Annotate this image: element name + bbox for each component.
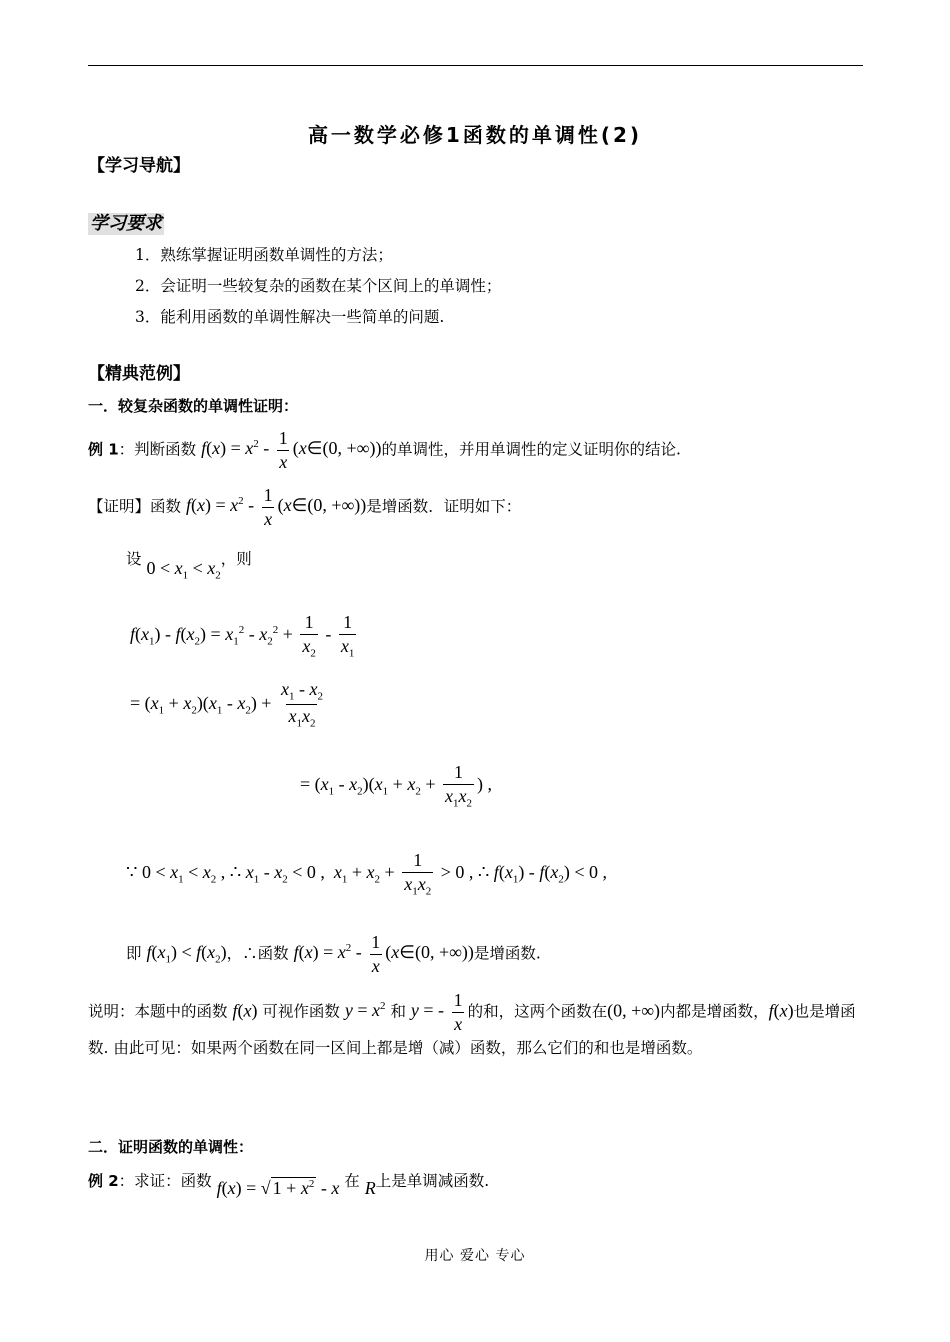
conclusion-suffix: 是增函数. <box>473 944 541 963</box>
example2 <box>88 1170 490 1198</box>
page-footer: 用心 爱心 专心 <box>424 1248 526 1264</box>
example1-formula: $f(x) = x^2$ - $\frac{1}{x}$ (x∈(0, +∞)) <box>201 428 382 472</box>
proof-label: 【证明】 <box>88 497 151 516</box>
conclusion-prefix: 即 <box>126 944 142 963</box>
example2-mid: 在 <box>344 1172 360 1190</box>
header-rule <box>88 65 863 66</box>
then-text: ，则 <box>220 550 252 568</box>
section-examples-heading: 【精典范例】 <box>88 364 190 384</box>
requirements-heading: 学习要求 <box>90 213 162 234</box>
example1 <box>88 428 681 472</box>
note-part-4: 的和，这两个函数在 <box>467 1002 608 1021</box>
example1-suffix: 的单调性，并用单调性的定义证明你的结论. <box>381 440 681 459</box>
note-part-1: 说明：本题中的函数 <box>88 1002 228 1021</box>
example2-prefix: ：求证：函数 <box>118 1172 212 1190</box>
proof-formula: $f(x) = x^2$ - $\frac{1}{x}$ (x∈(0, +∞)) <box>185 485 367 529</box>
requirement-3: 3．能利用函数的单调性解决一些简单的问题. <box>135 308 445 326</box>
set-text: 设 <box>126 550 142 568</box>
conclusion-line: 即 $f(x_1) < f(x_2)$，∴函数 $f(x) = x^2$ - $\frac{1}{x}$ (x∈(0, +∞))是增函数. <box>126 932 541 976</box>
equation-line-1: $f(x_1) - f(x_2) = x_1^2 - x_2^2$ + $\frac{1}{x_2}$ - $\frac{1}{x_1}$ <box>130 612 355 660</box>
note-part-6: 函数， <box>722 1002 769 1021</box>
example2-formula: f(x) = √ $1 + x^2 - x$ <box>216 1178 340 1198</box>
conclusion-therefore: ，∴函数 <box>226 944 289 963</box>
note-part-2: 可视作函数 <box>262 1002 340 1021</box>
reasoning-line: ∵ $0 < x_1 < x_2$ , ∴ $x_1 - x_2 < 0$ , $x_1 + x_2$ + $\frac{1}{x_1x_2}$ > 0 , ∴ $f(x_1) - f(x_2) < 0$ , <box>126 850 607 898</box>
part1-heading: 一．较复杂函数的单调性证明： <box>88 397 299 415</box>
requirement-1: 1．熟练掌握证明函数单调性的方法； <box>135 246 393 264</box>
example2-R: R <box>364 1178 376 1198</box>
example1-label: 例 1 <box>88 440 119 459</box>
proof-prefix: 函数 <box>150 497 182 516</box>
example1-prefix: ：判断函数 <box>118 440 197 459</box>
proof-setup <box>126 548 252 582</box>
equation-line-3: = $(x_1 - x_2)(x_1 + x_2$ + $\frac{1}{x_1x_2}$ ) , <box>300 762 492 810</box>
part2-heading: 二．证明函数的单调性： <box>88 1138 254 1156</box>
requirement-2: 2．会证明一些较复杂的函数在某个区间上的单调性； <box>135 277 502 295</box>
example2-label: 例 2 <box>88 1172 119 1190</box>
note-part-3: 和 <box>390 1002 406 1021</box>
equation-line-2: = $(x_1 + x_2)(x_1 - x_2)$ + $\frac{x_1 - x_2}{x_1x_2}$ <box>130 679 323 730</box>
note-part-5: 内都是增 <box>660 1002 723 1021</box>
proof-statement <box>88 485 521 529</box>
note-part-7: 也是增函数. 由此可见：如果两个函数在同一区间上都是增（减）函数，那么它们的和也是增函数。 <box>88 1002 856 1058</box>
note-paragraph: 说明：本题中的函数 f(x) 可视作函数 $y = x^2$ 和 y = - $\frac{1}{x}$ 的和，这两个函数在(0, +∞)内都是增函数，f(x)也是增函数. 由此可见：如果两个函数在同一区间上都是增（减）函数，那么它们的和也是增函数。 <box>88 990 856 1058</box>
page-title: 高一数学必修1函数的单调性(2) <box>307 123 643 147</box>
setup-inequality: $0 < x_1 < x_2$ <box>146 558 221 582</box>
example2-suffix: 上是单调减函数. <box>375 1172 490 1190</box>
section-nav-heading: 【学习导航】 <box>88 156 190 176</box>
proof-suffix: 是增函数．证明如下： <box>366 497 522 516</box>
